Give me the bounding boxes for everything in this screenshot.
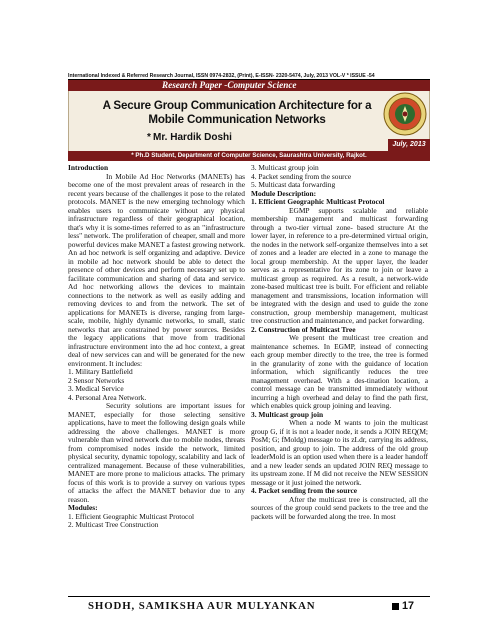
footer-journal-name: SHODH, SAMIKSHA AUR MULYANKAN [88, 600, 316, 612]
university-seal-icon [383, 92, 427, 136]
paragraph: EGMP supports scalable and reliable membership management and multicast forwarding through a two-tier virtual zone- based structure At the lower layer, in reference to a pre-determined virtual origin, the nodes in the network self-organize themselves into a set of zones and a leader are elected in a zone to manage the local group membership. At the upper layer, the leader serves as a representative for its zone to join or leave a multicast group as required. As a result, a network-wide zone-based multicast tree is built. For efficient and reliable management and transmissions, location information will be integrated with the design and used to guide the zone construction, group membership management, multicast tree construction and maintenance, and packet forwarding. [251, 205, 428, 325]
list-item: 1. Military Battlefield [68, 367, 133, 376]
list-item: 4. Personal Area Network. [68, 392, 147, 402]
section-label: Research Paper -Computer Science [162, 80, 297, 90]
section-heading: Introduction [68, 164, 109, 172]
list-item: 1. Efficient Geographic Multicast Protocol [68, 511, 195, 521]
paragraph: In Mobile Ad Hoc Networks (MANETs) has become one of the most prevalent areas of research in the recent years because of the challenges it pose to the related protocols. MANET is the new emerging technology which enables users to communicate without any physical infrastructure regardless of their geographical location, that's why it is some-times referred to as an "infrastructure less" network. The proliferation of cheaper, small and more powerful devices make MANET a fastest growing network. An ad hoc network is self organizing and adaptive. Device in mobile ad hoc network should be able to detect the presence of other devices and perform necessary set up to facilitate communication and sharing of data and service. Ad hoc networking allows the devices to maintain connections to the network as well as easily adding and removing devices to and from the network. The set of applications for MANETs is diverse, ranging from large-scale, mobile, highly dynamic networks, to small, static networks that are constrained by power sources. Besides the legacy applications that move from traditional infrastructure environment into the ad hoc context, a great deal of new services can and will be generated for the new environment. It includes: [68, 171, 245, 368]
section-heading: Module Description: [251, 188, 317, 198]
list-item: 2. Multicast Tree Construction [68, 520, 159, 529]
square-bullet-icon [392, 603, 399, 610]
paper-title: A Secure Group Communication Architecture for a Mobile Communication Networks [102, 99, 372, 126]
list-item: 5. Multicast data forwarding [251, 180, 336, 189]
paragraph: After the multicast tree is constructed, all the sources of the group could send packets to the tree and the packets will be forwarded along the tree. In most [251, 494, 428, 521]
section-heading: Modules: [68, 503, 98, 512]
right-column [251, 164, 428, 594]
paragraph: We present the multicast tree creation and maintenance schemes. In EGMP, instead of connecting each group member directly to the tree, the tree is formed in the granularity of zone with the guidance of location information, which significantly reduces the tree management overhead. With a des-tination location, a control message can be transmitted immediately without incurring a high overhead and delay to find the path first, which enables quick group joining and leaving. [251, 333, 428, 410]
section-heading: 2. Construction of Multicast Tree [251, 324, 356, 334]
date-badge: July, 2013 [388, 139, 430, 151]
section-heading: 4. Packet sending from the source [251, 486, 358, 495]
list-item: 3. Medical Service [68, 384, 124, 393]
list-item: 2 Sensor Networks [68, 375, 125, 385]
page-number: 17 [402, 600, 415, 612]
list-item: 4. Packet sending from the source [251, 171, 352, 181]
section-heading: 1. Efficient Geographic Multicast Protocol [251, 197, 385, 206]
left-column [68, 164, 245, 594]
journal-header: International Indexed & Referred Research Journal, ISSN 0974-2832, (Print), E-ISSN- 2320-5474, July, 2013 VOL-V * ISSUE -54 [68, 73, 430, 80]
list-item: 3. Multicast group join [251, 164, 319, 172]
section-heading: 3. Multicast group join [251, 409, 324, 419]
affiliation: * Ph.D Student, Department of Computer Science, Saurashtra University, Rajkot. [68, 151, 430, 161]
paragraph: Security solutions are important issues for MANET, especially for those selecting sensitive applications, have to meet the following design goals while addressing the above challenges. MANET is more vulnerable than wired network due to mobile nodes, threats from compromised nodes inside the network, limited physical security, dynamic topology, scalability and lack of centralized management. Because of these vulnerabilities, MANET are more prone to malicious attacks. The primary focus of this work is to provide a survey on various types of attacks the affect the MANET behavior due to any reason. [68, 401, 245, 504]
paragraph: When a node M wants to join the multicast group G, if it is not a leader node, it sends a JOIN REQ(M; PosM; G; fMoldg) message to its zLdr, carrying its address, position, and group to join. The address of the old group leaderMold is an option used when there is a leader handoff and a new leader sends an updated JOIN REQ message to its upstream zone. If M did not receive the NEW SESSION message or it just joined the network. [251, 418, 428, 487]
author-name: Mr. Hardik Doshi [153, 132, 232, 143]
footer-rule [68, 596, 430, 597]
author-marker: * [147, 132, 151, 143]
